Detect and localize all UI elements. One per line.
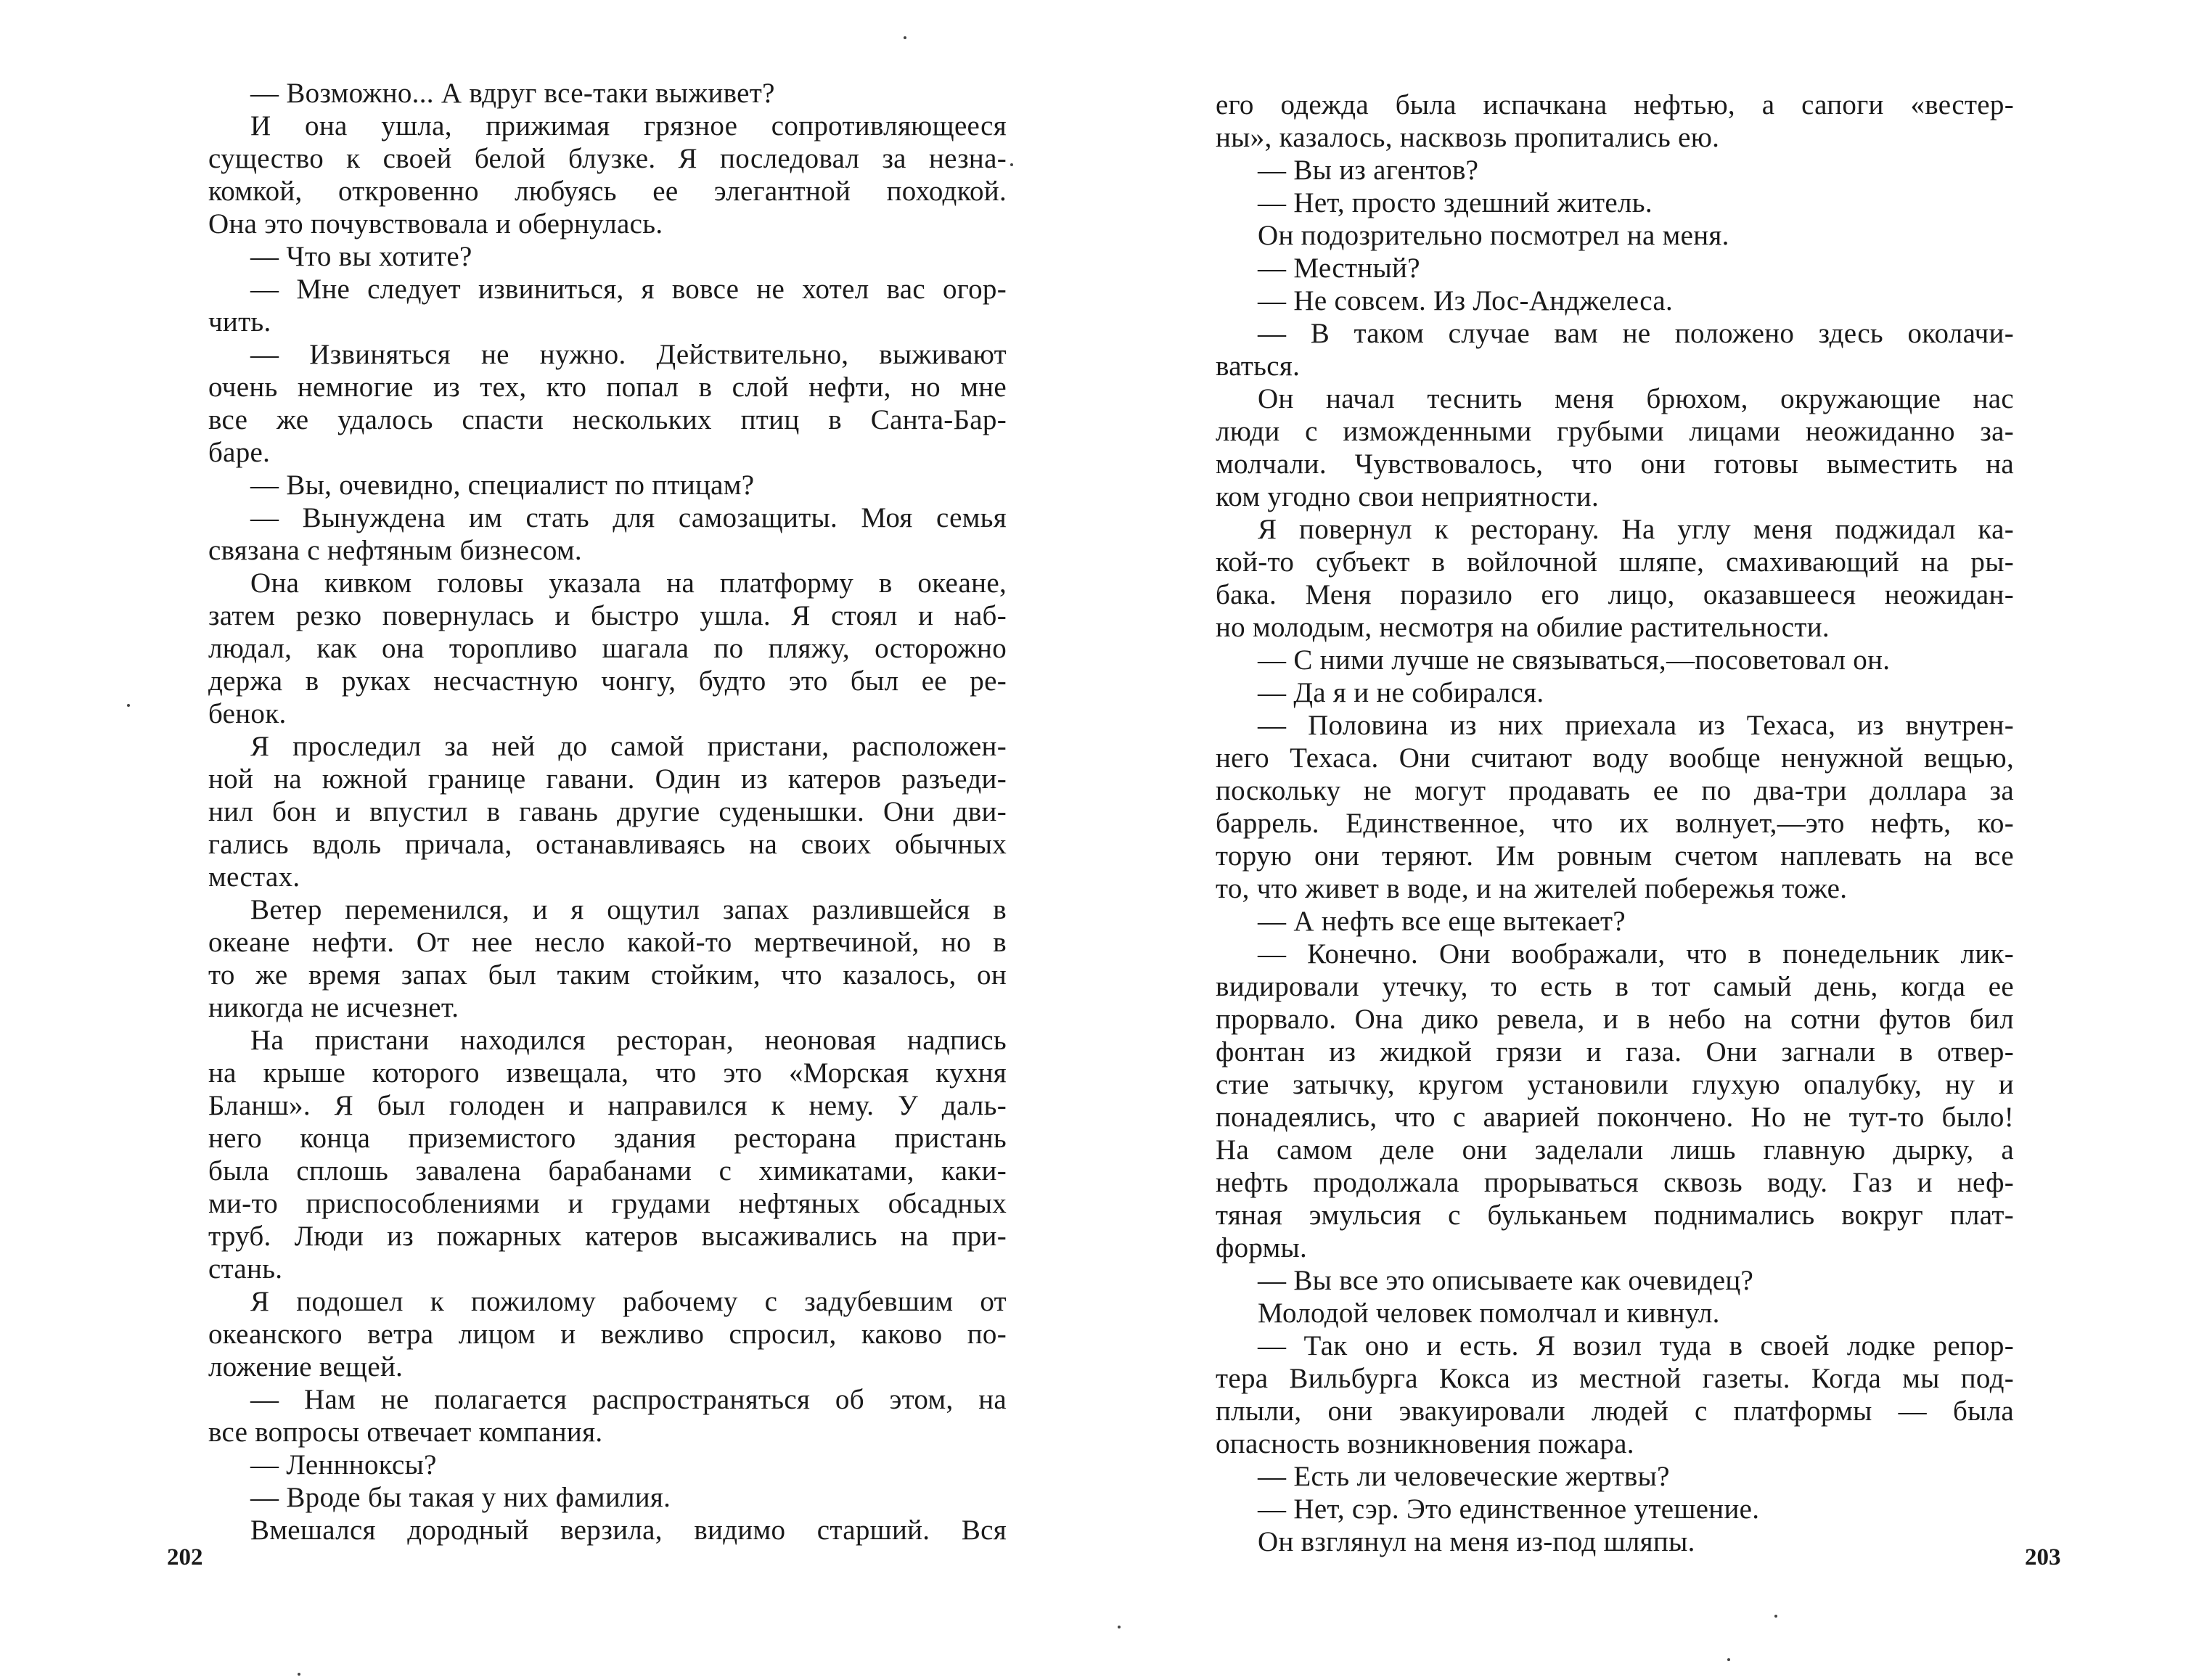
left-page-number: 202 — [167, 1544, 203, 1570]
text-line: ми-то приспособлениями и грудами нефтяных обсадных — [208, 1188, 1007, 1219]
text-line: — Возможно... А вдруг все-таки выживет? — [250, 78, 775, 109]
text-line: никогда не исчезнет. — [208, 992, 459, 1023]
text-line: — Есть ли человеческие жертвы? — [1258, 1461, 1670, 1492]
text-line: — Да я и не собирался. — [1258, 677, 1544, 708]
text-line: гались вдоль причала, останавливаясь на своих обычных — [208, 829, 1007, 860]
text-line: была сплошь завалена барабанами с химикатами, каки- — [208, 1155, 1007, 1187]
text-line: — Вы из агентов? — [1258, 155, 1479, 186]
text-line: бенок. — [208, 698, 287, 729]
text-line: баррель. Единственное, что их волнует,—это нефть, ко- — [1216, 808, 2014, 839]
text-line: фонтан из жидкой грязи и газа. Они загнали в отвер- — [1216, 1036, 2014, 1068]
text-line: ком угодно свои неприятности. — [1216, 481, 1600, 512]
text-line: Молодой человек помолчал и кивнул. — [1258, 1298, 1720, 1329]
text-line: него Техаса. Они считают воду вообще ненужной вещью, — [1216, 742, 2014, 774]
text-line: океане нефти. От нее несло какой-то мертвечиной, но в — [208, 927, 1007, 958]
text-line: люди с изможденными грубыми лицами неожиданно за- — [1216, 416, 2014, 447]
text-line: ложение вещей. — [208, 1351, 404, 1382]
text-line: — Не совсем. Из Лос-Анджелеса. — [1258, 285, 1674, 316]
text-line: кой-то субъект в войлочной шляпе, смахивающий на ры- — [1216, 546, 2014, 578]
text-line: нефть продолжала прорываться сквозь воду. Газ и неф- — [1216, 1167, 2014, 1198]
text-line: то, что живет в воде, и на жителей побережья тоже. — [1216, 873, 1848, 904]
text-line: ны», казалось, насквозь пропитались ею. — [1216, 122, 1720, 153]
text-line: чить. — [208, 306, 271, 337]
text-line: формы. — [1216, 1232, 1308, 1263]
text-line: стань. — [208, 1253, 283, 1284]
text-line: — Нет, просто здешний житель. — [1258, 187, 1653, 218]
text-line: Я проследил за ней до самой пристани, расположен- — [250, 731, 1007, 762]
text-line: прорвало. Она дико ревела, и в небо на сотни футов бил — [1216, 1004, 2014, 1035]
text-line: него конца приземистого здания ресторана пристань — [208, 1123, 1007, 1154]
text-line: затем резко повернулась и быстро ушла. Я стоял и наб- — [208, 600, 1007, 631]
text-line: Я подошел к пожилому рабочему с задубевшим от — [250, 1286, 1007, 1317]
text-line: то же время запах был таким стойким, что казалось, он — [208, 959, 1007, 991]
text-line: — Нам не полагается распространяться об этом, на — [250, 1384, 1007, 1415]
right-page-number: 203 — [2025, 1544, 2061, 1570]
text-line: связана с нефтяным бизнесом. — [208, 535, 582, 566]
text-line: Бланш». Я был голоден и направился к нему. У даль- — [208, 1090, 1007, 1121]
text-line: Вмешался дородный верзила, видимо старший. Вся — [250, 1515, 1007, 1546]
text-line: — Половина из них приехала из Техаса, из внутрен- — [1258, 710, 2014, 741]
text-line: — Леннноксы? — [250, 1449, 437, 1480]
text-line: океанского ветра лицом и вежливо спросил, каково по- — [208, 1319, 1007, 1350]
text-line: — Вроде бы такая у них фамилия. — [250, 1482, 671, 1513]
text-line: — Мне следует извиниться, я вовсе не хотел вас огор- — [250, 274, 1007, 305]
print-speck — [1010, 163, 1013, 166]
text-line: поскольку не могут продавать ее по два-три доллара за — [1216, 775, 2014, 806]
text-line: — Конечно. Они воображали, что в понедельник лик- — [1258, 938, 2014, 970]
print-speck — [1118, 1626, 1121, 1628]
text-line: На самом деле они заделали лишь главную дырку, а — [1216, 1134, 2014, 1165]
text-line: Она кивком головы указала на платформу в океане, — [250, 567, 1007, 599]
print-speck — [1774, 1615, 1777, 1618]
print-speck — [904, 36, 906, 39]
text-line: Ветер переменился, и я ощутил запах разлившейся в — [250, 894, 1007, 925]
text-line: — Что вы хотите? — [250, 241, 472, 272]
right-page-text — [1216, 89, 2014, 1558]
text-line: тера Вильбурга Кокса из местной газеты. Когда мы под- — [1216, 1363, 2014, 1394]
text-line: очень немногие из тех, кто попал в слой нефти, но мне — [208, 372, 1007, 403]
text-line: — А нефть все еще вытекает? — [1258, 906, 1626, 937]
text-line: — Местный? — [1258, 253, 1420, 284]
text-line: — В таком случае вам не положено здесь околачи- — [1258, 318, 2014, 349]
text-line: Я повернул к ресторану. На углу меня поджидал ка- — [1258, 514, 2014, 545]
text-line: — Извиняться не нужно. Действительно, выживают — [250, 339, 1007, 370]
text-line: Он взглянул на меня из-под шляпы. — [1258, 1526, 1695, 1557]
print-speck — [298, 1673, 300, 1676]
text-line: Она это почувствовала и обернулась. — [208, 208, 663, 239]
text-line: держа в руках несчастную чонгу, будто это был ее ре- — [208, 665, 1007, 697]
text-line: На пристани находился ресторан, неоновая надпись — [250, 1025, 1007, 1056]
text-line: существо к своей белой блузке. Я последовал за незна- — [208, 143, 1007, 174]
text-line: комкой, откровенно любуясь ее элегантной походкой. — [208, 176, 1007, 207]
text-line: ваться. — [1216, 351, 1301, 382]
text-line: — Нет, сэр. Это единственное утешение. — [1258, 1493, 1760, 1525]
text-line: ной на южной границе гавани. Один из катеров разъеди- — [208, 763, 1007, 795]
text-line: тяная эмульсия с бульканьем поднимались вокруг плат- — [1216, 1200, 2014, 1231]
text-line: понадеялись, что с аварией покончено. Но не тут-то было! — [1216, 1102, 2014, 1133]
text-line: — С ними лучше не связываться,—посоветовал он. — [1258, 644, 1891, 676]
left-page-text — [208, 77, 1007, 1546]
text-line: стие затычку, кругом установили глухую опалубку, ну и — [1216, 1069, 2014, 1100]
text-line: все же удалось спасти нескольких птиц в Санта-Бар- — [208, 404, 1007, 435]
text-line: людал, как она торопливо шагала по пляжу, осторожно — [208, 633, 1007, 664]
text-line: его одежда была испачкана нефтью, а сапоги «вестер- — [1216, 89, 2014, 120]
text-line: плыли, они эвакуировали людей с платформы — была — [1216, 1396, 2014, 1427]
text-line: видировали утечку, то есть в тот самый день, когда ее — [1216, 971, 2014, 1002]
text-line: торую они теряют. Им ровным счетом наплевать на все — [1216, 840, 2014, 872]
right-page — [1100, 0, 2199, 1680]
text-line: все вопросы отвечает компания. — [208, 1417, 603, 1448]
text-line: опасность возникновения пожара. — [1216, 1428, 1634, 1459]
text-line: бака. Меня поразило его лицо, оказавшееся неожидан- — [1216, 579, 2014, 610]
text-line: И она ушла, прижимая грязное сопротивляющееся — [250, 110, 1007, 142]
text-line: местах. — [208, 861, 300, 893]
text-line: баре. — [208, 437, 271, 468]
print-speck — [1727, 1658, 1730, 1661]
text-line: молчали. Чувствовалось, что они готовы выместить на — [1216, 448, 2014, 480]
print-speck — [127, 704, 130, 707]
text-line: — Вынуждена им стать для самозащиты. Моя семья — [250, 502, 1007, 533]
text-line: но молодым, несмотря на обилие растительности. — [1216, 612, 1830, 643]
text-line: нил бон и впустил в гавань другие суденышки. Они дви- — [208, 796, 1007, 827]
text-line: — Так оно и есть. Я возил туда в своей лодке репор- — [1258, 1330, 2014, 1361]
text-line: — Вы все это описываете как очевидец? — [1258, 1265, 1754, 1296]
text-line: труб. Люди из пожарных катеров высаживались на при- — [208, 1221, 1007, 1252]
text-line: — Вы, очевидно, специалист по птицам? — [250, 470, 755, 501]
text-line: на крыше которого извещала, что это «Морская кухня — [208, 1057, 1007, 1089]
text-line: Он начал теснить меня брюхом, окружающие нас — [1258, 383, 2014, 414]
text-line: Он подозрительно посмотрел на меня. — [1258, 220, 1729, 251]
